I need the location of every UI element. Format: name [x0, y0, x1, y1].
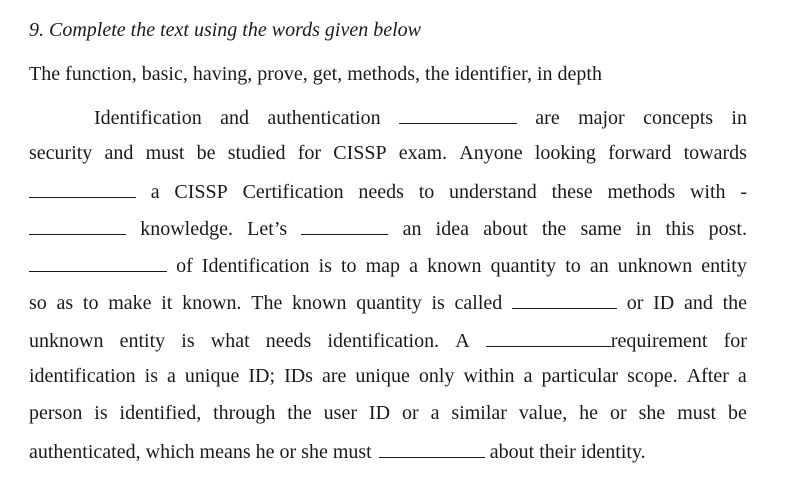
word: a [409, 255, 419, 277]
word: known [292, 292, 347, 314]
word: their [539, 441, 576, 463]
word: must [332, 441, 372, 463]
word: requirement [610, 330, 708, 352]
text-line-4 [29, 216, 747, 242]
answer-blank-5[interactable] [29, 253, 167, 272]
word: map [365, 255, 401, 277]
word: make [108, 292, 152, 314]
answer-blank-1[interactable] [399, 105, 517, 124]
word: unknown [29, 330, 104, 352]
word: to [82, 292, 99, 314]
word: to [341, 255, 357, 277]
word: for [723, 330, 747, 352]
answer-blank-2[interactable] [29, 179, 136, 198]
word: known. [182, 292, 242, 314]
word: must [677, 402, 717, 424]
word: called [454, 292, 503, 314]
word: and [220, 107, 249, 129]
word: Anyone [459, 142, 523, 164]
word-bank: The function, basic, having, prove, get, methods, the identifier, in depth [29, 63, 602, 85]
word: be [196, 142, 216, 164]
word: or [609, 402, 627, 424]
word: unique [184, 365, 240, 387]
word: concepts [643, 107, 714, 129]
text-line-9 [29, 402, 747, 428]
word: quantity [490, 255, 557, 277]
word: identified, [119, 402, 202, 424]
word: as [56, 292, 74, 314]
answer-blank-4[interactable] [301, 216, 388, 235]
word: particular [541, 365, 619, 387]
answer-blank-6[interactable] [512, 290, 617, 309]
word: unique [355, 365, 410, 387]
word: in [731, 107, 747, 129]
word: are [535, 107, 560, 129]
word: the [287, 402, 312, 424]
word: Let’s [247, 218, 288, 240]
word: unknown [617, 255, 693, 277]
word: means [199, 441, 251, 463]
word: for [297, 142, 322, 164]
word: identity. [580, 441, 646, 463]
word: identification. [327, 330, 440, 352]
word: studied [227, 142, 286, 164]
word: towards [683, 142, 747, 164]
word: the [541, 218, 567, 240]
answer-blank-8[interactable] [379, 439, 485, 458]
word: quantity [356, 292, 422, 314]
text-line-5 [29, 253, 747, 279]
word: an [589, 255, 609, 277]
word: person [29, 402, 83, 424]
word: ID [653, 292, 675, 314]
word: so [29, 292, 47, 314]
word: knowledge. [140, 218, 233, 240]
word: methods [607, 181, 676, 203]
word: IDs [284, 365, 313, 387]
word: a [430, 402, 440, 424]
word: which [145, 441, 195, 463]
word: must [145, 142, 185, 164]
word: she [301, 441, 328, 463]
word: the [722, 292, 747, 314]
word: understand [449, 181, 537, 203]
word: is [181, 330, 195, 352]
text-line-10 [29, 439, 747, 465]
word: identification [29, 365, 136, 387]
word: post. [708, 218, 747, 240]
word: known [427, 255, 482, 277]
word: entity [119, 330, 166, 352]
word: Identification [201, 255, 310, 277]
blank-with-word [486, 328, 708, 353]
text-line-2 [29, 142, 747, 168]
text-line-7 [29, 328, 747, 354]
word: he [579, 402, 599, 424]
word: through [213, 402, 276, 424]
word: needs [358, 181, 404, 203]
text-line-3 [29, 179, 747, 205]
word: and [683, 292, 713, 314]
word: user [323, 402, 357, 424]
word: ID; [248, 365, 276, 387]
word: - [740, 181, 747, 203]
word: needs [265, 330, 312, 352]
word: only [418, 365, 455, 387]
word: of [176, 255, 193, 277]
word: Certification [242, 181, 344, 203]
word: similar [451, 402, 507, 424]
word: Identification [94, 107, 202, 129]
word: same [580, 218, 622, 240]
word: with [689, 181, 726, 203]
word: about [489, 441, 535, 463]
word: be [728, 402, 747, 424]
word: these [551, 181, 593, 203]
word: a [523, 365, 533, 387]
word: is [318, 255, 332, 277]
word: CISSP [333, 142, 387, 164]
text-line-1 [94, 105, 747, 131]
word: entity [701, 255, 747, 277]
word: in [635, 218, 652, 240]
word: what [210, 330, 250, 352]
word: authenticated, [29, 441, 141, 463]
word: and [104, 142, 134, 164]
word: it [161, 292, 173, 314]
text-line-8 [29, 365, 747, 391]
word: he [255, 441, 275, 463]
word: idea [435, 218, 469, 240]
word: this [665, 218, 695, 240]
word: to [418, 181, 435, 203]
answer-blank-7[interactable] [486, 328, 611, 347]
word: major [578, 107, 625, 129]
word: is [431, 292, 445, 314]
word: to [565, 255, 581, 277]
text-line-6 [29, 290, 747, 316]
word: scope. [627, 365, 678, 387]
exercise-heading: 9. Complete the text using the words given below [29, 19, 421, 41]
word: or [279, 441, 297, 463]
word: an [402, 218, 422, 240]
word: value, [518, 402, 568, 424]
word: or [626, 292, 644, 314]
word: A [455, 330, 470, 352]
word: ID [368, 402, 391, 424]
word: security [29, 142, 93, 164]
answer-blank-3[interactable] [29, 216, 126, 235]
word: forward [608, 142, 672, 164]
word: is [94, 402, 108, 424]
word: is [144, 365, 158, 387]
word: or [401, 402, 419, 424]
word: she [638, 402, 666, 424]
word: looking [534, 142, 596, 164]
word: about [483, 218, 528, 240]
word: authentication [267, 107, 381, 129]
word: are [321, 365, 347, 387]
word: a [167, 365, 176, 387]
word: CISSP [174, 181, 228, 203]
word: a [737, 365, 747, 387]
word: a [150, 181, 160, 203]
word: exam. [398, 142, 448, 164]
word: The [251, 292, 283, 314]
word: After [686, 365, 729, 387]
word: within [463, 365, 515, 387]
